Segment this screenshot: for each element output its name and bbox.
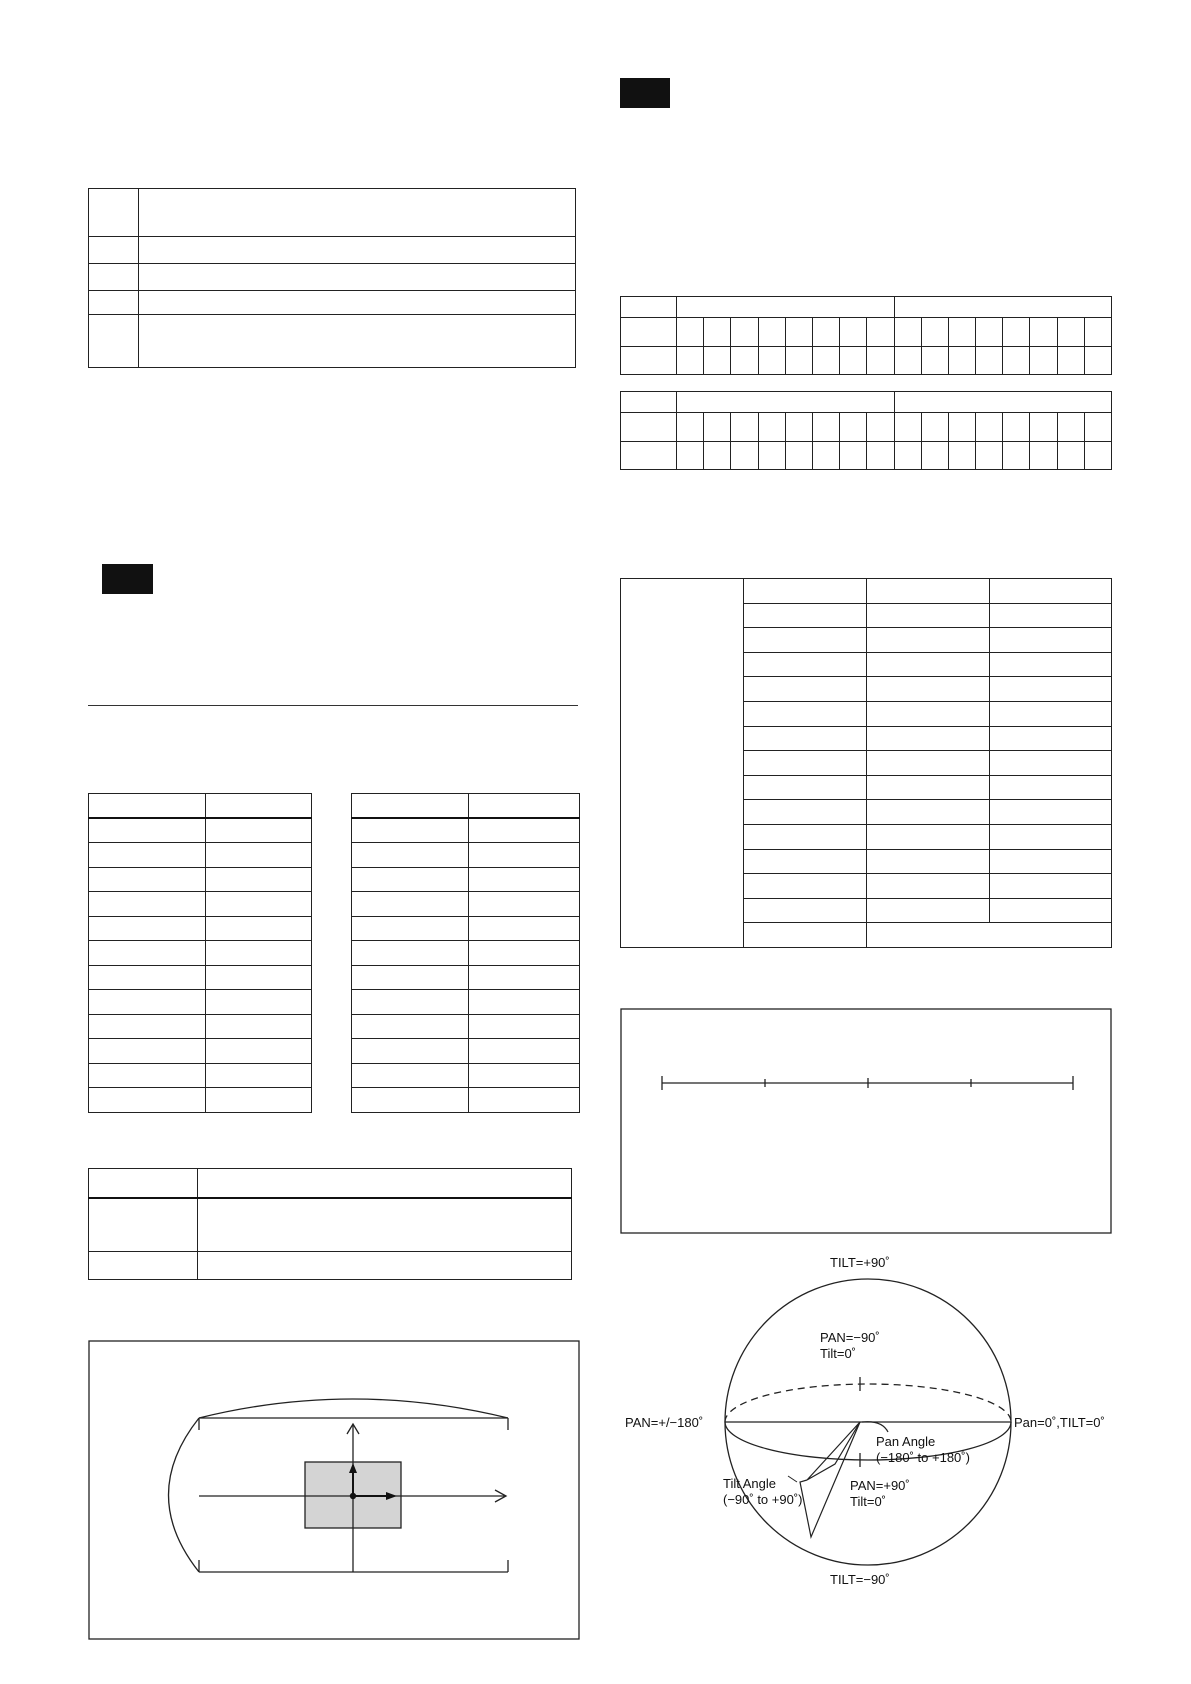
- tilt0-lower-label: Tilt=0˚: [850, 1494, 886, 1509]
- table-cell: [469, 1063, 580, 1088]
- tilt-angle-label: Tilt Angle: [723, 1476, 776, 1491]
- table-cell: [704, 413, 731, 442]
- table-cell: [867, 318, 894, 347]
- table-cell: [990, 751, 1112, 776]
- table-row: [89, 1039, 312, 1064]
- table-row: [89, 941, 312, 966]
- table-cell: [198, 1198, 572, 1252]
- table-cell: [990, 652, 1112, 677]
- table-row: [621, 413, 1112, 442]
- table-row: [89, 1063, 312, 1088]
- table-cell: [352, 794, 469, 819]
- table-cell: [89, 867, 206, 892]
- table-cell: [867, 628, 990, 653]
- table-cell: [89, 843, 206, 868]
- table-cell: [812, 442, 839, 470]
- table-cell: [840, 318, 867, 347]
- table-cell: [744, 923, 867, 948]
- table-cell: [352, 1063, 469, 1088]
- table-cell: [89, 1063, 206, 1088]
- table-cell: [469, 965, 580, 990]
- table-cell: [89, 1252, 198, 1280]
- tilt-top-label: TILT=+90˚: [830, 1255, 890, 1270]
- table-row: [621, 579, 1112, 604]
- table-cell: [89, 941, 206, 966]
- table-cell: [744, 677, 867, 702]
- table-row: [89, 794, 312, 819]
- table-cell: [469, 941, 580, 966]
- table-cell: [867, 751, 990, 776]
- table-cell: [198, 1169, 572, 1198]
- table-cell: [206, 990, 312, 1015]
- table-row: [352, 1088, 580, 1113]
- section-divider: [88, 705, 578, 706]
- table-cell: [469, 794, 580, 819]
- table-cell: [89, 264, 139, 291]
- table-cell: [352, 818, 469, 843]
- table-cell: [840, 442, 867, 470]
- table-cell: [677, 392, 895, 413]
- table-row: [352, 965, 580, 990]
- left-value-table-2: [351, 793, 580, 1113]
- table-cell: [894, 297, 1112, 318]
- note-tag: [620, 78, 670, 108]
- table-cell: [894, 392, 1112, 413]
- table-cell: [921, 442, 948, 470]
- table-cell: [894, 347, 921, 375]
- table-cell: [894, 413, 921, 442]
- table-cell: [867, 726, 990, 751]
- table-cell: [206, 1039, 312, 1064]
- table-row: [352, 818, 580, 843]
- table-row: [89, 892, 312, 917]
- table-cell: [744, 726, 867, 751]
- pan0-tilt0-label: Pan=0˚,TILT=0˚: [1014, 1415, 1105, 1430]
- table-cell: [840, 413, 867, 442]
- table-cell: [921, 413, 948, 442]
- table-cell: [744, 775, 867, 800]
- table-cell: [206, 1088, 312, 1113]
- table-cell: [206, 1014, 312, 1039]
- table-cell: [621, 347, 677, 375]
- table-cell: [89, 1198, 198, 1252]
- table-cell: [469, 990, 580, 1015]
- table-row: [352, 990, 580, 1015]
- table-cell: [758, 413, 785, 442]
- table-cell: [1030, 347, 1057, 375]
- table-cell: [139, 264, 576, 291]
- table-cell: [867, 923, 1112, 948]
- screen-coordinate-figure: [88, 1340, 580, 1640]
- left-value-table-1: [88, 793, 312, 1113]
- table-cell: [469, 1039, 580, 1064]
- table-cell: [744, 800, 867, 825]
- table-cell: [1084, 318, 1111, 347]
- table-cell: [867, 775, 990, 800]
- table-row: [89, 867, 312, 892]
- table-cell: [731, 442, 758, 470]
- table-cell: [731, 318, 758, 347]
- table-row: [89, 965, 312, 990]
- table-cell: [89, 1039, 206, 1064]
- table-cell: [89, 990, 206, 1015]
- table-cell: [352, 1088, 469, 1113]
- table-cell: [469, 818, 580, 843]
- table-row: [352, 867, 580, 892]
- table-cell: [621, 318, 677, 347]
- table-cell: [352, 892, 469, 917]
- table-cell: [469, 916, 580, 941]
- table-cell: [976, 318, 1003, 347]
- table-cell: [812, 318, 839, 347]
- table-cell: [139, 237, 576, 264]
- table-cell: [921, 347, 948, 375]
- table-cell: [139, 291, 576, 315]
- table-cell: [990, 824, 1112, 849]
- table-cell: [812, 347, 839, 375]
- table-cell: [867, 701, 990, 726]
- table-cell: [744, 628, 867, 653]
- table-cell: [867, 849, 990, 874]
- table-row: [352, 1039, 580, 1064]
- table-cell: [785, 442, 812, 470]
- table-cell: [352, 941, 469, 966]
- table-cell: [867, 800, 990, 825]
- table-cell: [704, 347, 731, 375]
- table-cell: [1057, 347, 1084, 375]
- table-row: [352, 794, 580, 819]
- table-cell: [812, 413, 839, 442]
- table-row: [89, 843, 312, 868]
- table-cell: [744, 701, 867, 726]
- table-cell: [785, 347, 812, 375]
- table-cell: [894, 442, 921, 470]
- table-row: [352, 1014, 580, 1039]
- table-cell: [948, 413, 975, 442]
- table-cell: [206, 818, 312, 843]
- table-cell: [89, 892, 206, 917]
- table-cell: [1084, 347, 1111, 375]
- table-cell: [744, 579, 867, 604]
- table-row: [352, 843, 580, 868]
- table-row: [352, 941, 580, 966]
- table-cell: [89, 965, 206, 990]
- table-cell: [352, 1039, 469, 1064]
- table-cell: [677, 297, 895, 318]
- pan-tilt-sphere-diagram: [620, 1250, 1120, 1590]
- table-cell: [990, 874, 1112, 899]
- table-cell: [621, 392, 677, 413]
- table-cell: [621, 579, 744, 948]
- table-cell: [677, 413, 704, 442]
- table-cell: [352, 843, 469, 868]
- table-cell: [990, 898, 1112, 923]
- table-cell: [867, 652, 990, 677]
- table-cell: [867, 413, 894, 442]
- table-cell: [1030, 413, 1057, 442]
- table-row: [621, 392, 1112, 413]
- table-cell: [352, 916, 469, 941]
- table-cell: [677, 318, 704, 347]
- table-row: [352, 1063, 580, 1088]
- table-cell: [990, 800, 1112, 825]
- table-row: [89, 818, 312, 843]
- table-cell: [744, 824, 867, 849]
- table-cell: [1084, 442, 1111, 470]
- right-large-table: [620, 578, 1112, 948]
- table-cell: [206, 1063, 312, 1088]
- table-cell: [621, 442, 677, 470]
- table-cell: [990, 603, 1112, 628]
- table-cell: [469, 843, 580, 868]
- table-cell: [206, 916, 312, 941]
- table-cell: [89, 237, 139, 264]
- table-cell: [894, 318, 921, 347]
- table-cell: [990, 775, 1112, 800]
- table-cell: [744, 652, 867, 677]
- table-cell: [867, 603, 990, 628]
- table-cell: [867, 874, 990, 899]
- table-cell: [867, 579, 990, 604]
- table-cell: [840, 347, 867, 375]
- left-desc-table: [88, 1168, 572, 1280]
- table-cell: [976, 442, 1003, 470]
- table-cell: [704, 442, 731, 470]
- table-cell: [1003, 318, 1030, 347]
- table-cell: [1003, 347, 1030, 375]
- table-cell: [677, 347, 704, 375]
- table-cell: [704, 318, 731, 347]
- table-cell: [89, 1088, 206, 1113]
- table-cell: [1057, 318, 1084, 347]
- table-cell: [469, 1014, 580, 1039]
- table-cell: [758, 347, 785, 375]
- table-cell: [89, 916, 206, 941]
- table-cell: [758, 442, 785, 470]
- table-cell: [990, 849, 1112, 874]
- table-cell: [352, 867, 469, 892]
- table-cell: [89, 1014, 206, 1039]
- table-cell: [352, 1014, 469, 1039]
- table-cell: [948, 318, 975, 347]
- table-cell: [1084, 413, 1111, 442]
- table-cell: [621, 297, 677, 318]
- table-cell: [89, 794, 206, 819]
- table-row: [621, 442, 1112, 470]
- table-cell: [867, 347, 894, 375]
- table-cell: [921, 318, 948, 347]
- table-cell: [948, 442, 975, 470]
- table-cell: [1057, 413, 1084, 442]
- table-row: [89, 1014, 312, 1039]
- table-cell: [139, 315, 576, 368]
- table-cell: [352, 990, 469, 1015]
- table-cell: [785, 413, 812, 442]
- table-cell: [206, 892, 312, 917]
- table-cell: [758, 318, 785, 347]
- table-cell: [469, 892, 580, 917]
- table-row: [621, 297, 1112, 318]
- note-tag: [102, 564, 153, 594]
- table-cell: [976, 347, 1003, 375]
- table-cell: [1003, 413, 1030, 442]
- table-row: [621, 347, 1112, 375]
- table-cell: [867, 442, 894, 470]
- table-cell: [744, 898, 867, 923]
- tilt0-upper-label: Tilt=0˚: [820, 1346, 856, 1361]
- table-cell: [990, 579, 1112, 604]
- left-spec-table: [88, 188, 576, 368]
- table-cell: [206, 794, 312, 819]
- table-row: [621, 318, 1112, 347]
- table-cell: [1030, 318, 1057, 347]
- table-cell: [89, 315, 139, 368]
- bit-table-2: [620, 391, 1112, 470]
- table-cell: [867, 824, 990, 849]
- table-cell: [206, 965, 312, 990]
- table-cell: [990, 701, 1112, 726]
- table-cell: [990, 677, 1112, 702]
- table-cell: [621, 413, 677, 442]
- table-cell: [677, 442, 704, 470]
- table-cell: [198, 1252, 572, 1280]
- table-cell: [948, 347, 975, 375]
- table-cell: [990, 628, 1112, 653]
- tilt-bottom-label: TILT=−90˚: [830, 1572, 890, 1587]
- table-cell: [976, 413, 1003, 442]
- table-cell: [1030, 442, 1057, 470]
- table-cell: [89, 818, 206, 843]
- table-cell: [89, 1169, 198, 1198]
- table-cell: [744, 751, 867, 776]
- table-cell: [990, 726, 1112, 751]
- table-cell: [744, 874, 867, 899]
- table-cell: [89, 189, 139, 237]
- pan-plus90-label: PAN=+90˚: [850, 1478, 910, 1493]
- table-cell: [785, 318, 812, 347]
- table-row: [352, 892, 580, 917]
- tilt-angle-range-label: (−90˚ to +90˚): [723, 1492, 803, 1507]
- table-row: [89, 916, 312, 941]
- table-cell: [206, 941, 312, 966]
- scale-figure: [620, 1008, 1112, 1234]
- table-row: [89, 1088, 312, 1113]
- table-row: [89, 990, 312, 1015]
- table-cell: [89, 291, 139, 315]
- pan-pm180-label: PAN=+/−180˚: [625, 1415, 704, 1430]
- table-cell: [744, 603, 867, 628]
- table-cell: [744, 849, 867, 874]
- table-cell: [469, 867, 580, 892]
- table-cell: [469, 1088, 580, 1113]
- table-cell: [1057, 442, 1084, 470]
- table-cell: [206, 843, 312, 868]
- table-cell: [867, 898, 990, 923]
- table-cell: [139, 189, 576, 237]
- table-cell: [731, 347, 758, 375]
- pan-minus90-label: PAN=−90˚: [820, 1330, 880, 1345]
- table-cell: [731, 413, 758, 442]
- table-cell: [867, 677, 990, 702]
- pan-angle-range-label: (−180˚ to +180˚): [876, 1450, 970, 1465]
- bit-table-1: [620, 296, 1112, 375]
- table-cell: [352, 965, 469, 990]
- table-cell: [1003, 442, 1030, 470]
- table-row: [352, 916, 580, 941]
- pan-angle-label: Pan Angle: [876, 1434, 936, 1449]
- table-cell: [206, 867, 312, 892]
